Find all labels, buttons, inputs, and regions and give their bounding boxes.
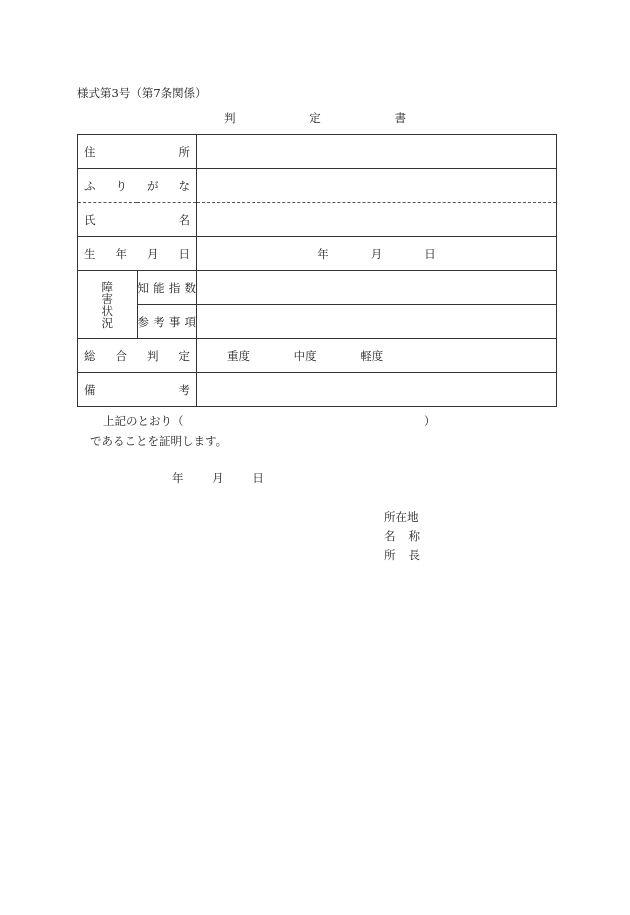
label-char: 指 bbox=[168, 280, 181, 295]
title-char: 定 bbox=[309, 111, 321, 125]
label-char: 住 bbox=[84, 144, 96, 159]
certification-text-line2: であることを証明します。 bbox=[90, 434, 228, 448]
month-unit: 月 bbox=[212, 471, 224, 485]
label-char: 害 bbox=[101, 291, 113, 306]
address-row bbox=[78, 135, 557, 169]
certification-paren-close: ） bbox=[424, 414, 436, 428]
judgment-table bbox=[77, 134, 557, 407]
label-char: り bbox=[115, 178, 127, 193]
label-char: 定 bbox=[178, 348, 190, 363]
grade-option-moderate[interactable]: 中度 bbox=[293, 348, 317, 363]
birthdate-row bbox=[78, 237, 557, 271]
reference-field[interactable] bbox=[197, 305, 557, 339]
remarks-row bbox=[78, 373, 557, 407]
name-field[interactable] bbox=[197, 203, 557, 237]
reference-row bbox=[78, 305, 557, 339]
signature-location-label: 所在地 bbox=[384, 510, 419, 524]
label-char: 考 bbox=[178, 382, 190, 397]
birthdate-field[interactable] bbox=[197, 237, 557, 271]
overall-judgment-label bbox=[78, 339, 197, 373]
label-char: 月 bbox=[147, 246, 159, 261]
label-char: 所 bbox=[178, 144, 190, 159]
grade-option-severe[interactable]: 重度 bbox=[227, 348, 250, 363]
furigana-field[interactable] bbox=[197, 169, 557, 203]
form-number: 様式第3号（第7条関係） bbox=[77, 86, 207, 100]
label-char: 能 bbox=[153, 280, 165, 295]
name-label bbox=[78, 203, 197, 237]
label-char: 項 bbox=[184, 314, 196, 329]
label-char: 総 bbox=[84, 348, 96, 363]
overall-judgment-row bbox=[78, 339, 557, 373]
label-char: 判 bbox=[147, 348, 159, 363]
document-title bbox=[224, 110, 406, 126]
title-char: 書 bbox=[394, 111, 406, 125]
label-char: な bbox=[178, 178, 190, 193]
day-unit: 日 bbox=[424, 246, 436, 261]
label-char: 長 bbox=[408, 548, 420, 562]
label-char: 名 bbox=[384, 529, 396, 543]
iq-label bbox=[137, 271, 197, 305]
iq-field[interactable] bbox=[197, 271, 557, 305]
title-char: 判 bbox=[224, 111, 236, 125]
label-char: 数 bbox=[184, 280, 196, 295]
signature-name-label bbox=[384, 528, 420, 544]
label-char: 称 bbox=[408, 529, 420, 543]
label-char: 生 bbox=[84, 246, 96, 261]
overall-judgment-field bbox=[197, 339, 557, 373]
furigana-row bbox=[78, 169, 557, 203]
label-char: 氏 bbox=[84, 212, 96, 227]
remarks-field[interactable] bbox=[197, 373, 557, 407]
signature-head-label bbox=[384, 547, 420, 563]
address-label bbox=[78, 135, 197, 169]
label-char: 参 bbox=[137, 314, 149, 329]
label-char: 日 bbox=[178, 246, 190, 261]
label-char: 知 bbox=[137, 280, 149, 295]
year-unit: 年 bbox=[172, 471, 184, 485]
grade-option-mild[interactable]: 軽度 bbox=[360, 348, 384, 363]
label-char: 況 bbox=[101, 315, 113, 330]
name-row bbox=[78, 203, 557, 237]
label-char: ふ bbox=[84, 178, 96, 193]
label-char: 備 bbox=[84, 382, 96, 397]
disability-status-label bbox=[78, 271, 138, 339]
label-char: 合 bbox=[115, 348, 127, 363]
month-unit: 月 bbox=[370, 246, 383, 261]
certification-text-line1: 上記のとおり（ bbox=[103, 414, 184, 428]
furigana-label bbox=[78, 169, 197, 203]
address-field[interactable] bbox=[197, 135, 557, 169]
label-char: 事 bbox=[168, 314, 181, 329]
label-char: が bbox=[147, 178, 159, 193]
label-char: 状 bbox=[101, 303, 113, 318]
day-unit: 日 bbox=[252, 471, 264, 485]
label-char: 障 bbox=[101, 279, 113, 294]
reference-label bbox=[137, 305, 197, 339]
label-char: 所 bbox=[384, 548, 396, 562]
issue-date bbox=[172, 470, 289, 486]
label-char: 年 bbox=[115, 246, 127, 261]
iq-row bbox=[78, 271, 557, 305]
birthdate-label bbox=[78, 237, 197, 271]
label-char: 名 bbox=[178, 212, 190, 227]
year-unit: 年 bbox=[317, 246, 329, 261]
label-char: 考 bbox=[153, 314, 165, 329]
remarks-label bbox=[78, 373, 197, 407]
